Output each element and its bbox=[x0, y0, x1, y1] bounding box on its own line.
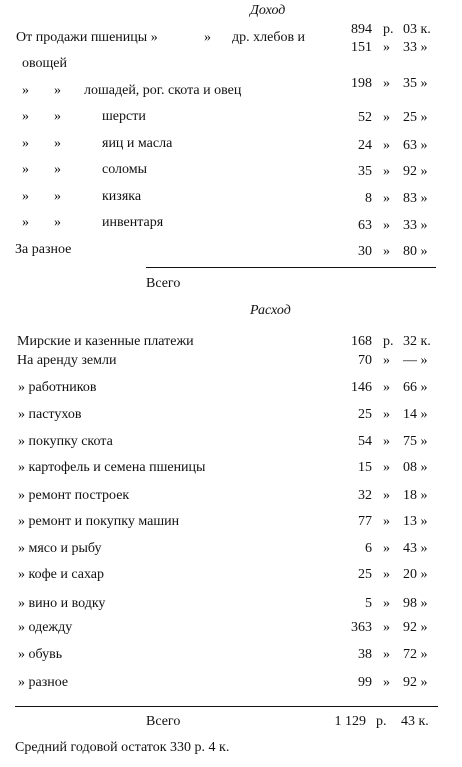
expense-total-label: Всего bbox=[146, 714, 181, 729]
expense-row-sep: » bbox=[383, 620, 390, 635]
expense-row-rubles: 146 bbox=[351, 380, 372, 395]
expense-row-rubles: 15 bbox=[358, 460, 372, 475]
expense-row-kopecks: 72 » bbox=[403, 647, 428, 662]
income-row-ditto: » bbox=[22, 189, 29, 204]
expense-row-sep: » bbox=[383, 567, 390, 582]
income-row-rubles: 52 bbox=[358, 110, 372, 125]
expense-row-label: » ремонт и покупку машин bbox=[18, 514, 180, 529]
expense-row-rubles: 38 bbox=[358, 647, 372, 662]
expense-row-label: » работников bbox=[18, 380, 97, 395]
expense-row-rubles: 25 bbox=[358, 567, 372, 582]
expense-total-rubles: 1 129 bbox=[334, 714, 366, 729]
income-row-ditto: » bbox=[22, 83, 29, 98]
income-row-sep: » bbox=[383, 76, 390, 91]
expense-row-label: » вино и водку bbox=[18, 596, 106, 611]
income-row-label: кизяка bbox=[102, 189, 142, 204]
expense-row-kopecks: 32 к. bbox=[403, 334, 431, 349]
expense-row-rubles: 168 bbox=[351, 334, 372, 349]
income-row-sep: » bbox=[383, 40, 390, 55]
income-row-label: лошадей, рог. скота и овец bbox=[84, 83, 242, 98]
expense-row-kopecks: 08 » bbox=[403, 460, 428, 475]
expense-row-rubles: 70 bbox=[358, 353, 372, 368]
income-row-kopecks: 92 » bbox=[403, 164, 428, 179]
expense-row-label: » покупку скота bbox=[18, 434, 113, 449]
expense-row-label: » ремонт построек bbox=[18, 488, 130, 503]
income-row-sep: р. bbox=[383, 22, 394, 37]
income-row-sep: » bbox=[383, 218, 390, 233]
income-row-rubles: 30 bbox=[358, 244, 372, 259]
income-row-ditto: » bbox=[22, 109, 29, 124]
expense-row-sep: » bbox=[383, 675, 390, 690]
expense-row-sep: » bbox=[383, 541, 390, 556]
income-row-sep: » bbox=[383, 244, 390, 259]
income-row-ditto: » bbox=[54, 162, 61, 177]
income-row-label: инвентаря bbox=[102, 215, 164, 230]
income-row-label: овощей bbox=[22, 56, 68, 71]
footer-note: Средний годовой остаток 330 р. 4 к. bbox=[15, 740, 230, 755]
income-row-label: др. хлебов и bbox=[232, 30, 306, 45]
expense-row-sep: » bbox=[383, 488, 390, 503]
income-row-rubles: 151 bbox=[351, 40, 372, 55]
income-row-rubles: 198 bbox=[351, 76, 372, 91]
expense-row-sep: р. bbox=[383, 334, 394, 349]
income-total-rule bbox=[146, 267, 436, 268]
income-row-kopecks: 63 » bbox=[403, 138, 428, 153]
income-row-sep: » bbox=[383, 110, 390, 125]
expense-row-sep: » bbox=[383, 514, 390, 529]
income-row-ditto: » bbox=[204, 30, 211, 45]
income-row-ditto: » bbox=[54, 189, 61, 204]
expense-row-sep: » bbox=[383, 434, 390, 449]
expense-row-kopecks: 75 » bbox=[403, 434, 428, 449]
expense-row-label: » картофель и семена пшеницы bbox=[18, 460, 206, 475]
income-row-ditto: » bbox=[54, 109, 61, 124]
expense-row-rubles: 5 bbox=[365, 596, 372, 611]
income-total-label: Всего bbox=[146, 276, 181, 291]
expense-row-kopecks: 66 » bbox=[403, 380, 428, 395]
expense-row-rubles: 6 bbox=[365, 541, 372, 556]
income-row-sep: » bbox=[383, 164, 390, 179]
expense-row-rubles: 77 bbox=[358, 514, 372, 529]
expense-row-kopecks: 92 » bbox=[403, 675, 428, 690]
expense-row-kopecks: 20 » bbox=[403, 567, 428, 582]
income-row-kopecks: 80 » bbox=[403, 244, 428, 259]
expense-total-rule bbox=[15, 706, 438, 707]
income-row-kopecks: 35 » bbox=[403, 76, 428, 91]
income-row-kopecks: 03 к. bbox=[403, 22, 431, 37]
expense-row-label: » пастухов bbox=[18, 407, 82, 422]
expense-row-label: Мирские и казенные платежи bbox=[17, 334, 194, 349]
expense-row-label: На аренду земли bbox=[17, 353, 117, 368]
expense-row-label: » одежду bbox=[18, 620, 73, 635]
expense-row-sep: » bbox=[383, 596, 390, 611]
income-row-kopecks: 33 » bbox=[403, 40, 428, 55]
expense-row-sep: » bbox=[383, 460, 390, 475]
income-row-ditto: » bbox=[22, 215, 29, 230]
income-row-ditto: » bbox=[22, 162, 29, 177]
expense-row-rubles: 32 bbox=[358, 488, 372, 503]
expense-total-sep: р. bbox=[376, 714, 387, 729]
income-row-label: яиц и масла bbox=[102, 136, 173, 151]
expense-row-label: » кофе и сахар bbox=[18, 567, 104, 582]
expense-row-rubles: 54 bbox=[358, 434, 372, 449]
income-row-sep: » bbox=[383, 138, 390, 153]
income-row-label: От продажи пшеницы » bbox=[16, 30, 158, 45]
expense-row-rubles: 363 bbox=[351, 620, 372, 635]
income-row-ditto: » bbox=[22, 136, 29, 151]
expense-row-label: » разное bbox=[18, 675, 69, 690]
expense-row-kopecks: 43 » bbox=[403, 541, 428, 556]
income-row-rubles: 35 bbox=[358, 164, 372, 179]
income-row-rubles: 63 bbox=[358, 218, 372, 233]
income-row-sep: » bbox=[383, 191, 390, 206]
expense-row-rubles: 25 bbox=[358, 407, 372, 422]
expense-row-kopecks: 92 » bbox=[403, 620, 428, 635]
income-row-rubles: 24 bbox=[358, 138, 372, 153]
expense-total-kopecks: 43 к. bbox=[401, 714, 429, 729]
income-heading: Доход bbox=[250, 3, 286, 18]
income-row-ditto: » bbox=[54, 136, 61, 151]
income-row-label: шерсти bbox=[102, 109, 146, 124]
expense-row-label: » обувь bbox=[18, 647, 63, 662]
income-row-rubles: 8 bbox=[365, 191, 372, 206]
income-row-ditto: » bbox=[54, 83, 61, 98]
income-row-ditto: » bbox=[54, 215, 61, 230]
income-row-kopecks: 25 » bbox=[403, 110, 428, 125]
expense-row-kopecks: 13 » bbox=[403, 514, 428, 529]
expense-row-kopecks: 98 » bbox=[403, 596, 428, 611]
income-row-rubles: 894 bbox=[351, 22, 372, 37]
income-row-kopecks: 33 » bbox=[403, 218, 428, 233]
expense-row-kopecks: 14 » bbox=[403, 407, 428, 422]
expense-heading: Расход bbox=[250, 303, 291, 318]
expense-row-kopecks: — » bbox=[403, 353, 428, 368]
expense-row-sep: » bbox=[383, 380, 390, 395]
income-row-kopecks: 83 » bbox=[403, 191, 428, 206]
expense-row-kopecks: 18 » bbox=[403, 488, 428, 503]
expense-row-label: » мясо и рыбу bbox=[18, 541, 102, 556]
income-row-label: соломы bbox=[102, 162, 148, 177]
expense-row-rubles: 99 bbox=[358, 675, 372, 690]
income-row-label: За разное bbox=[15, 242, 72, 257]
expense-row-sep: » bbox=[383, 407, 390, 422]
expense-row-sep: » bbox=[383, 647, 390, 662]
expense-row-sep: » bbox=[383, 353, 390, 368]
